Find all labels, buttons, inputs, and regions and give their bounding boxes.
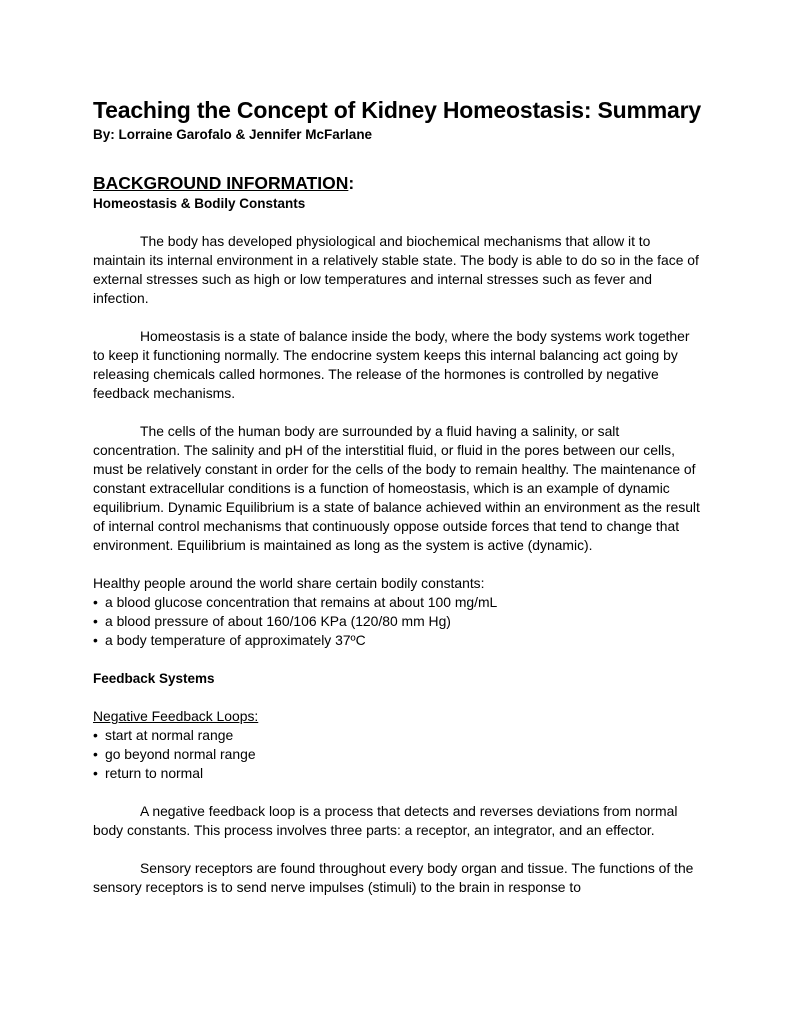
bullet-icon: • (93, 765, 98, 781)
paragraph-3: The cells of the human body are surrounded by a fluid having a salinity, or salt concentration. The salinity and pH of the interstitial fluid, or fluid in the pores between our cells, must be relatively constant in order for the cells of the body to remain healthy. The maintenance of constant extracellular conditions is a function of homeostasis, which is an example of dynamic equilibrium. Dynamic Equilibrium is a state of balance achieved within an environment as the result of internal control mechanisms that continuously oppose outside forces that tend to change that environment. Equilibrium is maintained as long as the system is active (dynamic). (93, 423, 700, 553)
list-item: • a blood pressure of about 160/106 KPa (120/80 mm Hg) (93, 613, 451, 629)
section-heading-text: BACKGROUND INFORMATION (93, 173, 349, 193)
negative-loops-list (93, 726, 703, 783)
paragraph-4: A negative feedback loop is a process that detects and reverses deviations from normal body constants. This process involves three parts: a receptor, an integrator, and an effector. (93, 803, 678, 838)
list-item: • go beyond normal range (93, 746, 256, 762)
section-heading-colon: : (348, 173, 355, 193)
negative-loops-label: Negative Feedback Loops: (93, 708, 259, 724)
section-heading-background (93, 172, 703, 194)
bullet-icon: • (93, 594, 98, 610)
bullet-icon: • (93, 746, 98, 762)
list-item: • a body temperature of approximately 37ºC (93, 632, 366, 648)
bullet-icon: • (93, 613, 98, 629)
list-item: • a blood glucose concentration that remains at about 100 mg/mL (93, 594, 498, 610)
paragraph-2: Homeostasis is a state of balance inside the body, where the body systems work together to keep it functioning normally. The endocrine system keeps this internal balancing act going by releasing chemicals called hormones. The release of the hormones is controlled by negative feedback mechanisms. (93, 328, 690, 401)
constants-list (93, 593, 703, 650)
bullet-icon: • (93, 727, 98, 743)
list-item: • start at normal range (93, 727, 234, 743)
byline: By: Lorraine Garofalo & Jennifer McFarlane (93, 127, 373, 142)
document-content (93, 96, 703, 897)
list-item: • return to normal (93, 765, 204, 781)
subheading-homeostasis: Homeostasis & Bodily Constants (93, 196, 306, 211)
paragraph-1: The body has developed physiological and biochemical mechanisms that allow it to maintain its internal environment in a relatively stable state. The body is able to do so in the face of external stresses such as high or low temperatures and internal stresses such as fever and infection. (93, 233, 699, 306)
bullet-icon: • (93, 632, 98, 648)
constants-intro: Healthy people around the world share certain bodily constants: (93, 575, 485, 591)
subheading-feedback: Feedback Systems (93, 671, 215, 686)
paragraph-5: Sensory receptors are found throughout every body organ and tissue. The functions of the sensory receptors is to send nerve impulses (stimuli) to the brain in response to (93, 860, 694, 895)
document-title: Teaching the Concept of Kidney Homeostasis: Summary (93, 97, 701, 123)
